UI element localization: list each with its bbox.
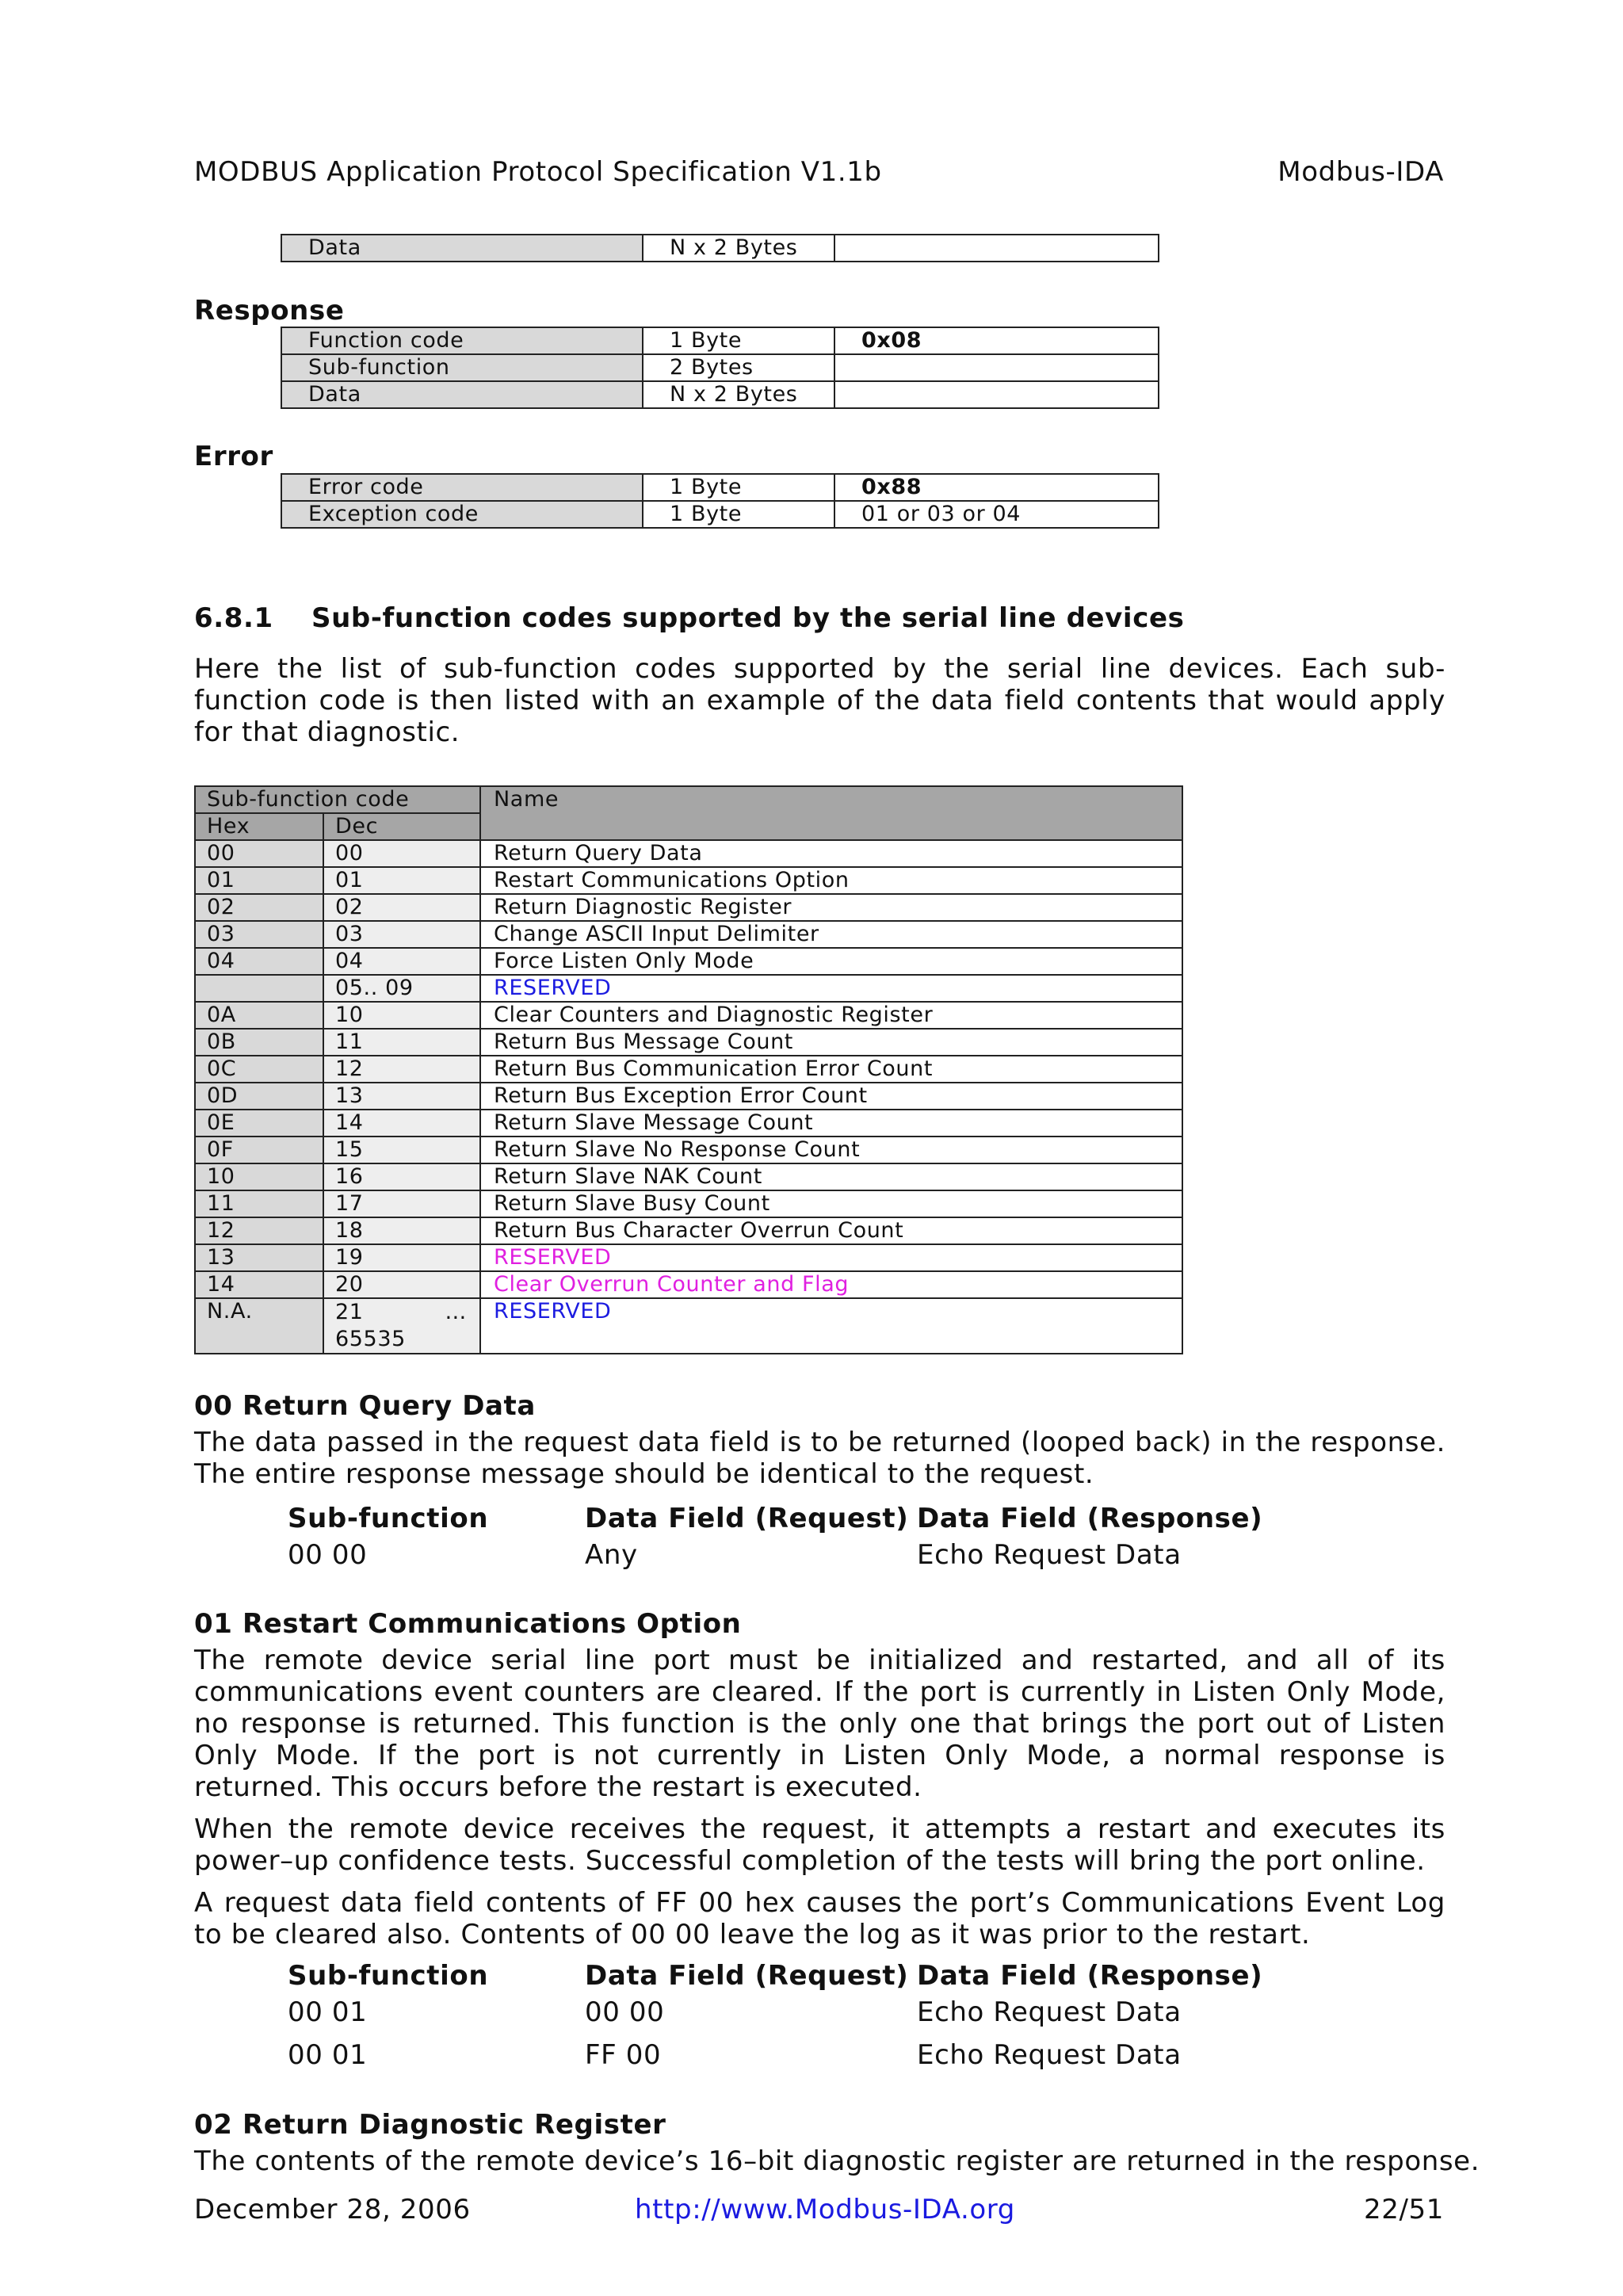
cell-hex: 04 (195, 948, 323, 975)
subfunction-table (194, 785, 1183, 1354)
request-data-table (281, 234, 1159, 262)
section-number: 6.8.1 (194, 602, 273, 634)
cell-hex: 03 (195, 921, 323, 948)
cell-dec: 20 (323, 1271, 480, 1298)
table-row (195, 1163, 1182, 1190)
cell-dec: 12 (323, 1056, 480, 1083)
cell-hex: 01 (195, 867, 323, 894)
cell-dec: 15 (323, 1137, 480, 1163)
cell-name: Return Bus Communication Error Count (480, 1056, 1182, 1083)
table-row (195, 1002, 1182, 1029)
cell-dec: 02 (323, 894, 480, 921)
cell-hex: 02 (195, 894, 323, 921)
cell-hex: 11 (195, 1190, 323, 1217)
table-header-row (195, 786, 1182, 813)
cell-hex: 10 (195, 1163, 323, 1190)
header-dec: Dec (323, 813, 480, 840)
cell-dec: 00 (323, 840, 480, 867)
header-title: MODBUS Application Protocol Specification V1.1b (194, 156, 882, 188)
table-row (195, 1056, 1182, 1083)
sf00-example: Sub-function Data Field (Request) Data Field (Response) 00 00 Any Echo Request Data (288, 1503, 1263, 1571)
table-row (195, 1271, 1182, 1298)
cell-dec: 10 (323, 1002, 480, 1029)
cell-name: RESERVED (480, 1244, 1182, 1271)
table-row (195, 1083, 1182, 1110)
table-row: N.A. 21 … 65535 RESERVED (195, 1298, 1182, 1354)
cell-dec: 11 (323, 1029, 480, 1056)
table-row: Data N x 2 Bytes (281, 235, 1159, 262)
cell-name: RESERVED (480, 975, 1182, 1002)
cell-dec: 01 (323, 867, 480, 894)
table-row (195, 867, 1182, 894)
cell-hex (195, 975, 323, 1002)
table-row (195, 840, 1182, 867)
cell-dec: 14 (323, 1110, 480, 1137)
cell-name: Return Slave Message Count (480, 1110, 1182, 1137)
cell-name: Restart Communications Option (480, 867, 1182, 894)
sf01-example: Sub-function Data Field (Request) Data Field (Response) 00 01 00 00 Echo Request Data 00 01 FF 00 Echo Request Data (288, 1960, 1263, 2071)
sf01-heading: 01 Restart Communications Option (194, 1608, 742, 1640)
section-title: Sub-function codes supported by the serial line devices (311, 602, 1185, 634)
cell-name: Return Slave No Response Count (480, 1137, 1182, 1163)
cell-hex: 0F (195, 1137, 323, 1163)
cell-name: Change ASCII Input Delimiter (480, 921, 1182, 948)
response-table (281, 327, 1159, 409)
table-row (195, 1029, 1182, 1056)
cell-hex: 0E (195, 1110, 323, 1137)
footer-date: December 28, 2006 (194, 2194, 471, 2225)
sf02-heading: 02 Return Diagnostic Register (194, 2109, 666, 2141)
cell-name: Return Slave NAK Count (480, 1163, 1182, 1190)
table-row: Sub-function 2 Bytes (281, 354, 1159, 381)
cell-dec: 17 (323, 1190, 480, 1217)
cell-dec: 05.. 09 (323, 975, 480, 1002)
cell-name: Clear Counters and Diagnostic Register (480, 1002, 1182, 1029)
cell-name: Clear Overrun Counter and Flag (480, 1271, 1182, 1298)
section-intro: Here the list of sub-function codes supported by the serial line devices. Each sub-function code is then listed with an example of the data field contents that would apply for that diagnostic. (194, 653, 1445, 748)
footer-page-number: 22/51 (1364, 2194, 1444, 2225)
cell-hex: 0D (195, 1083, 323, 1110)
table-row: Error code 1 Byte 0x88 (281, 474, 1159, 501)
cell-hex: 0A (195, 1002, 323, 1029)
table-row (195, 1110, 1182, 1137)
sf01-text: The remote device serial line port must be initialized and restarted, and all of its communications event counters are cleared. If the port is currently in Listen Only Mode, no response is returned. This function is the only one that brings the port out of Listen Only Mode. If the port is not currently in Listen Only Mode, a normal response is returned. This occurs before the restart is executed. When the remote device receives the request, it attempts a restart and executes its power–up confidence tests. Successful completion of the tests will bring the port online. A request data field contents of FF 00 hex causes the port’s Communications Event Log to be cleared also. Contents of 00 00 leave the log as it was prior to the restart. (194, 1645, 1445, 1950)
cell-hex: 14 (195, 1271, 323, 1298)
cell-name: Return Slave Busy Count (480, 1190, 1182, 1217)
header-hex: Hex (195, 813, 323, 840)
cell-hex: 13 (195, 1244, 323, 1271)
table-row (195, 975, 1182, 1002)
cell-dec: 04 (323, 948, 480, 975)
cell-hex: 0C (195, 1056, 323, 1083)
table-row (195, 1137, 1182, 1163)
cell-hex: 0B (195, 1029, 323, 1056)
header-org: Modbus-IDA (1277, 156, 1444, 188)
header-name: Name (480, 786, 1182, 840)
error-table (281, 473, 1159, 529)
cell-dec: 19 (323, 1244, 480, 1271)
header-subfunction-code: Sub-function code (195, 786, 480, 813)
cell-name: Return Bus Message Count (480, 1029, 1182, 1056)
cell-dec: 16 (323, 1163, 480, 1190)
table-row (195, 948, 1182, 975)
cell-dec: 13 (323, 1083, 480, 1110)
table-row: Exception code 1 Byte 01 or 03 or 04 (281, 501, 1159, 528)
cell-dec: 03 (323, 921, 480, 948)
table-row: Function code 1 Byte 0x08 (281, 327, 1159, 354)
cell-name: Return Bus Exception Error Count (480, 1083, 1182, 1110)
sf00-text: The data passed in the request data field is to be returned (looped back) in the response. The entire response message should be identical to the request. (194, 1427, 1445, 1490)
table-row (195, 894, 1182, 921)
sf00-heading: 00 Return Query Data (194, 1390, 536, 1422)
cell-hex: 00 (195, 840, 323, 867)
footer-url-link[interactable]: http://www.Modbus-IDA.org (635, 2194, 1015, 2225)
error-heading: Error (194, 441, 273, 472)
table-row (195, 1190, 1182, 1217)
table-row (195, 1244, 1182, 1271)
cell-dec: 18 (323, 1217, 480, 1244)
table-row: Data N x 2 Bytes (281, 381, 1159, 408)
sf02-text: The contents of the remote device’s 16–bit diagnostic register are returned in the response. (194, 2145, 1480, 2177)
cell-hex: 12 (195, 1217, 323, 1244)
cell-name: Return Diagnostic Register (480, 894, 1182, 921)
cell-name: Return Bus Character Overrun Count (480, 1217, 1182, 1244)
cell-name: Return Query Data (480, 840, 1182, 867)
table-row (195, 921, 1182, 948)
cell-name: Force Listen Only Mode (480, 948, 1182, 975)
response-heading: Response (194, 295, 345, 327)
table-row (195, 1217, 1182, 1244)
subfunction-table-body (195, 840, 1182, 1298)
